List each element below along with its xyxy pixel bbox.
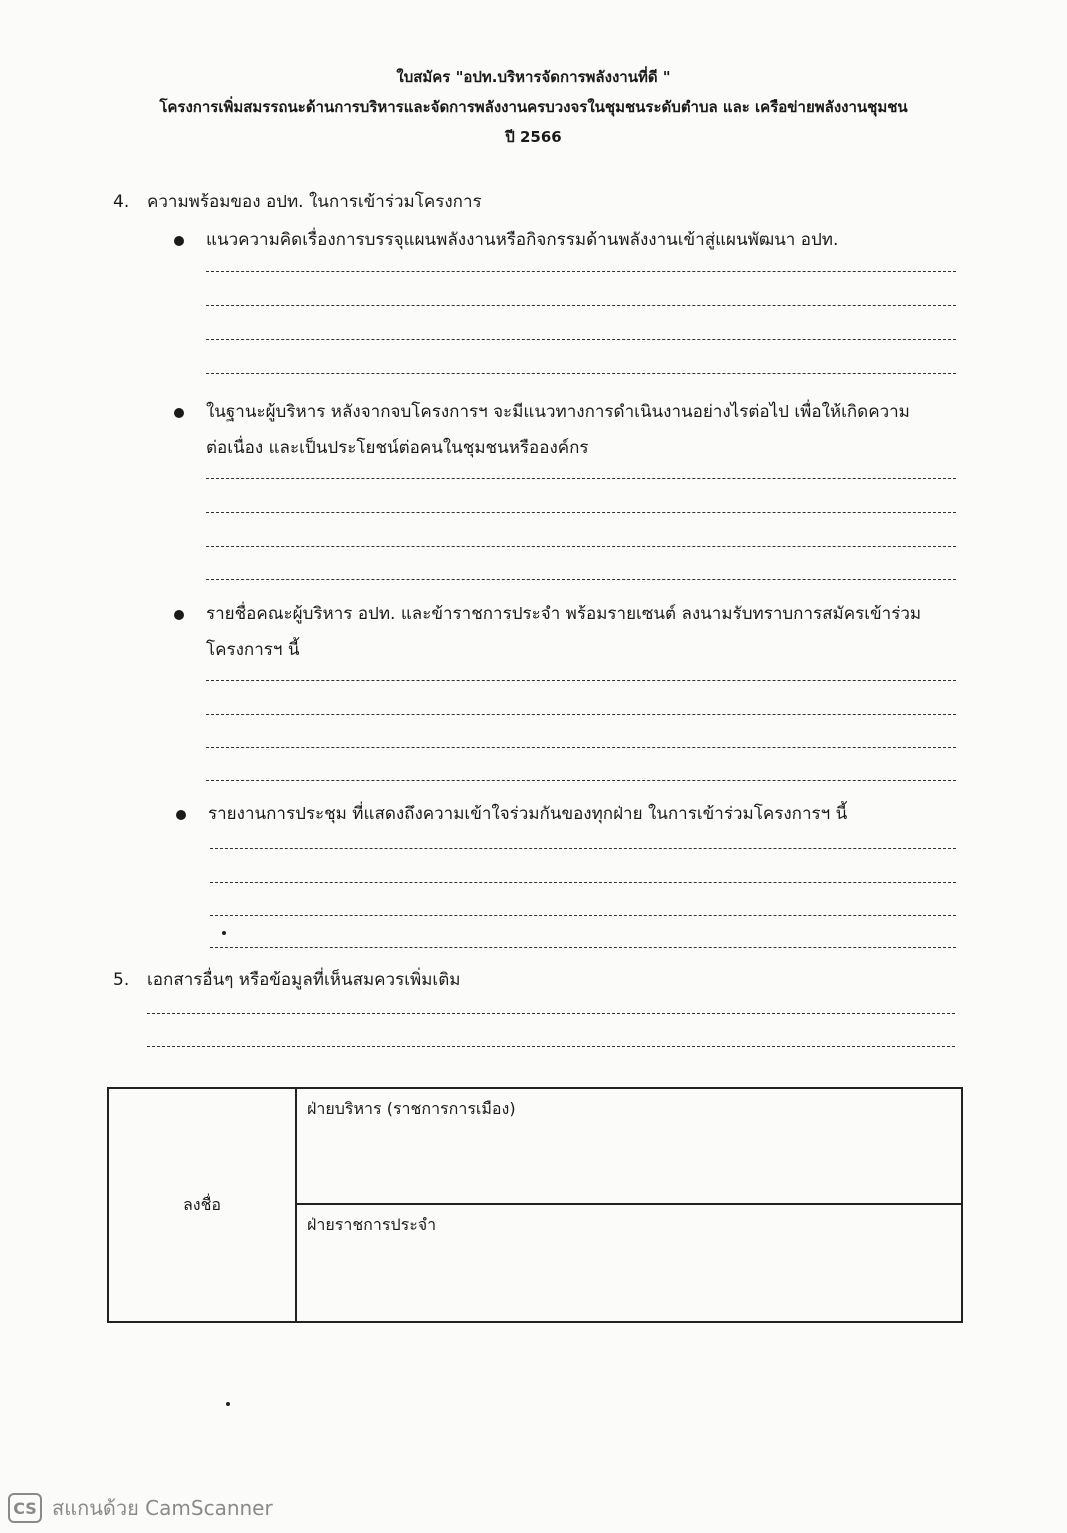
executive-label: ฝ่ายบริหาร (ราชการการเมือง) <box>307 1099 516 1118</box>
bullet-text-continued: โครงการฯ นี้ <box>206 640 300 660</box>
answer-line[interactable] <box>206 339 956 340</box>
section-title-text: ความพร้อมของ อปท. ในการเข้าร่วมโครงการ <box>147 192 482 212</box>
answer-line[interactable] <box>206 271 956 272</box>
bullet-icon <box>174 610 184 620</box>
answer-line[interactable] <box>206 373 956 374</box>
bullet-text: แนวความคิดเรื่องการบรรจุแผนพลังงานหรือกิจกรรมด้านพลังงานเข้าสู่แผนพัฒนา อปท. <box>206 230 839 250</box>
watermark-text: สแกนด้วย CamScanner <box>52 1496 273 1520</box>
form-year: ปี 2566 <box>505 128 562 146</box>
answer-line[interactable] <box>206 579 956 580</box>
executive-signature-cell[interactable] <box>296 1088 962 1204</box>
project-title: โครงการเพิ่มสมรรถนะด้านการบริหารและจัดการพลังงานครบวงจรในชุมชนระดับตำบล และ เครือข่ายพลังงานชุมชน <box>159 98 908 116</box>
camscanner-logo-icon: CS <box>8 1493 42 1523</box>
bullet-text: ในฐานะผู้บริหาร หลังจากจบโครงการฯ จะมีแนวทางการดำเนินงานอย่างไรต่อไป เพื่อให้เกิดความ <box>206 402 910 422</box>
answer-line[interactable] <box>210 915 956 916</box>
civil-service-label: ฝ่ายราชการประจำ <box>307 1215 437 1234</box>
answer-line[interactable] <box>206 512 956 513</box>
form-header <box>0 62 1067 152</box>
answer-line[interactable] <box>210 882 956 883</box>
bullet-text: รายงานการประชุม ที่แสดงถึงความเข้าใจร่วมกันของทุกฝ่าย ในการเข้าร่วมโครงการฯ นี้ <box>208 804 848 824</box>
section-5-title <box>113 966 461 993</box>
bullet-icon <box>174 236 184 246</box>
answer-line[interactable] <box>206 747 956 748</box>
answer-line[interactable] <box>147 1046 955 1047</box>
bullet-text: รายชื่อคณะผู้บริหาร อปท. และข้าราชการประจำ พร้อมรายเซนต์ ลงนามรับทราบการสมัครเข้าร่วม <box>206 604 922 624</box>
camscanner-watermark <box>8 1492 273 1524</box>
bullet-item <box>206 222 838 258</box>
answer-line[interactable] <box>206 680 956 681</box>
section-number: 4. <box>113 192 130 212</box>
answer-line[interactable] <box>206 305 956 306</box>
bullet-icon <box>174 408 184 418</box>
signature-label: ลงชื่อ <box>108 1088 296 1322</box>
bullet-text-continued: ต่อเนื่อง และเป็นประโยชน์ต่อคนในชุมชนหรือองค์กร <box>206 438 589 458</box>
bullet-item <box>208 796 847 832</box>
answer-line[interactable] <box>206 780 956 781</box>
answer-line[interactable] <box>210 848 956 849</box>
scan-speck <box>222 931 226 935</box>
answer-line[interactable] <box>147 1013 955 1014</box>
answer-line[interactable] <box>206 546 956 547</box>
section-title-text: เอกสารอื่นๆ หรือข้อมูลที่เห็นสมควรเพิ่มเติม <box>147 970 461 990</box>
civil-service-signature-cell[interactable] <box>296 1204 962 1322</box>
answer-line[interactable] <box>210 947 956 948</box>
signature-table <box>107 1087 963 1323</box>
section-number: 5. <box>113 970 130 990</box>
section-4-title <box>113 188 482 215</box>
answer-line[interactable] <box>206 478 956 479</box>
form-title: ใบสมัคร "อปท.บริหารจัดการพลังงานที่ดี " <box>396 68 671 86</box>
bullet-item <box>206 596 921 668</box>
bullet-icon <box>176 810 186 820</box>
bullet-item <box>206 394 910 466</box>
answer-line[interactable] <box>206 714 956 715</box>
scan-speck <box>226 1402 230 1406</box>
